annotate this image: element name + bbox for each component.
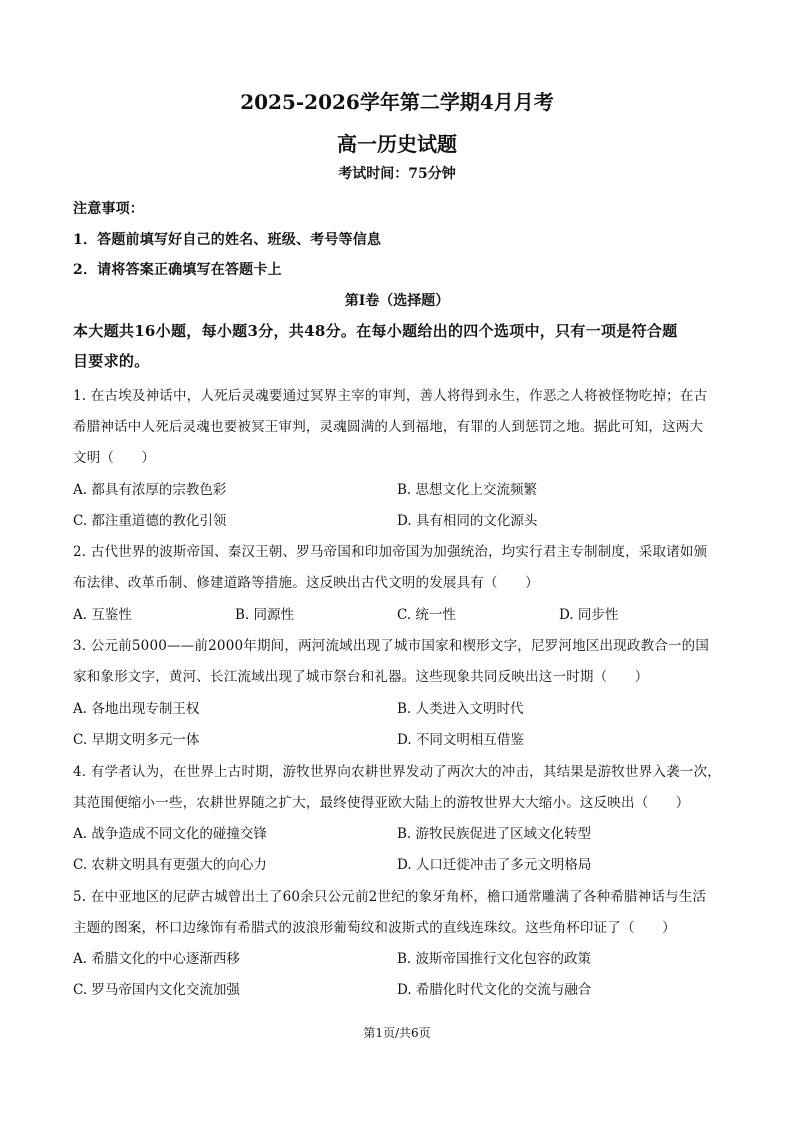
question-5-text: 5. 在中亚地区的尼萨古城曾出土了60余只公元前2世纪的象牙角杯，檐口通常雕满了各种希腊神话与生活 <box>73 889 707 905</box>
question-1-option-a: A. 都具有浓厚的宗教色彩 <box>73 482 227 498</box>
exam-time: 考试时间：75分钟 <box>338 166 456 182</box>
question-1-text: 文明（ ） <box>73 450 156 466</box>
question-5-text: 主题的图案，杯口边缘饰有希腊式的波浪形葡萄纹和波斯式的直线连珠纹。这些角杯印证了（ ） <box>73 920 676 936</box>
question-2-text: 2. 古代世界的波斯帝国、秦汉王朝、罗马帝国和印加帝国为加强统治，均实行君主专制制度，采取诸如颁 <box>73 544 708 560</box>
question-4-option-d: D. 人口迁徙冲击了多元文明格局 <box>397 857 592 873</box>
question-4-text: 其范围便缩小一些，农耕世界随之扩大，最终使得亚欧大陆上的游牧世界大大缩小。这反映出（ ） <box>73 795 690 811</box>
question-1-text: 1. 在古埃及神话中，人死后灵魂要通过冥界主宰的审判，善人将得到永生，作恶之人将被怪物吃掉；在古 <box>73 388 708 404</box>
question-3-text: 3. 公元前5000——前2000年期间，两河流域出现了城市国家和楔形文字，尼罗河地区出现政教合一的国 <box>73 638 710 654</box>
question-3-option-a: A. 各地出现专制王权 <box>73 701 200 717</box>
question-1-option-d: D. 具有相同的文化源头 <box>397 513 538 529</box>
section-instructions: 目要求的。 <box>73 352 150 370</box>
question-3-option-c: C. 早期文明多元一体 <box>73 732 200 748</box>
question-5-option-d: D. 希腊化时代文化的交流与融合 <box>397 982 592 998</box>
question-1-option-b: B. 思想文化上交流频繁 <box>397 482 538 498</box>
exam-title: 2025-2026学年第二学期4月月考 <box>240 90 554 114</box>
question-3-option-d: D. 不同文明相互借鉴 <box>397 732 524 748</box>
question-4-option-c: C. 农耕文明具有更强大的向心力 <box>73 857 267 873</box>
section-title: 第I卷（选择题） <box>344 293 450 309</box>
question-1-text: 希腊神话中人死后灵魂也要被冥王审判，灵魂圆满的人到福地，有罪的人到惩罚之地。据此可知，这两大 <box>73 419 704 435</box>
section-instructions: 本大题共16小题，每小题3分，共48分。在每小题给出的四个选项中，只有一项是符合题 <box>73 322 678 340</box>
question-2-option-b: B. 同源性 <box>235 607 295 623</box>
page-footer: 第1页/共6页 <box>363 1026 431 1040</box>
question-5-option-a: A. 希腊文化的中心逐渐西移 <box>73 951 240 967</box>
question-4-option-a: A. 战争造成不同文化的碰撞交锋 <box>73 826 267 842</box>
note-item: 2．请将答案正确填写在答题卡上 <box>73 262 282 278</box>
question-3-text: 家和象形文字，黄河、长江流域出现了城市祭台和礼器。这些现象共同反映出这一时期（ ） <box>73 669 649 685</box>
question-4-text: 4. 有学者认为，在世界上古时期，游牧世界向农耕世界发动了两次大的冲击，其结果是游牧世界入袭一次， <box>73 764 721 780</box>
note-item: 1．答题前填写好自己的姓名、班级、考号等信息 <box>73 232 382 248</box>
question-5-option-c: C. 罗马帝国内文化交流加强 <box>73 982 240 998</box>
question-1-option-c: C. 都注重道德的教化引领 <box>73 513 227 529</box>
question-4-option-b: B. 游牧民族促进了区域文化转型 <box>397 826 592 842</box>
question-3-option-b: B. 人类进入文明时代 <box>397 701 524 717</box>
question-2-text: 布法律、改革币制、修建道路等措施。这反映出古代文明的发展具有（ ） <box>73 575 539 591</box>
notes-heading: 注意事项： <box>73 201 144 217</box>
question-2-option-c: C. 统一性 <box>397 607 456 623</box>
question-5-option-b: B. 波斯帝国推行文化包容的政策 <box>397 951 592 967</box>
question-2-option-d: D. 同步性 <box>559 607 619 623</box>
question-2-option-a: A. 互鉴性 <box>73 607 132 623</box>
exam-subtitle: 高一历史试题 <box>337 132 457 156</box>
